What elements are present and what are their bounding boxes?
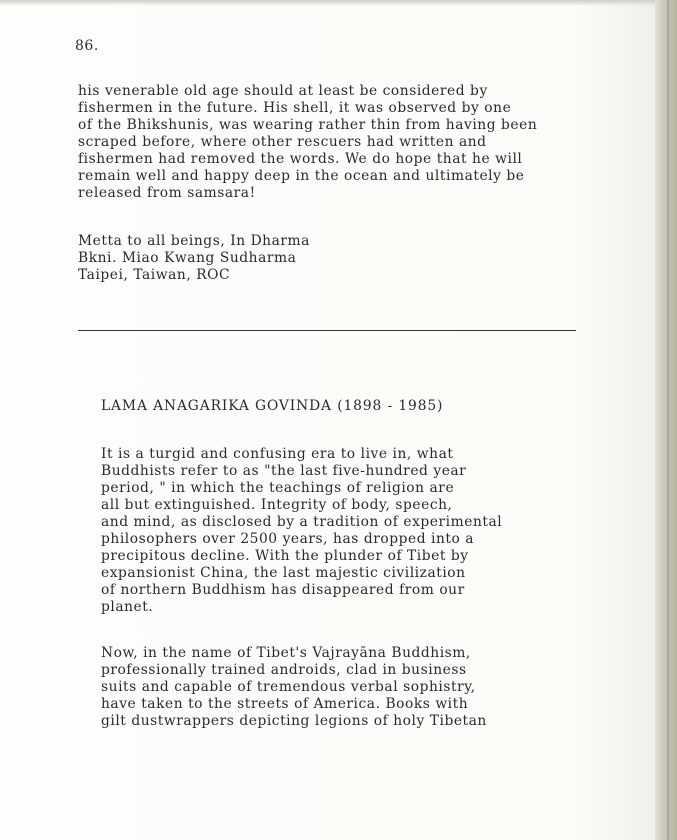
text-line: gilt dustwrappers depicting legions of holy Tibetan [101, 713, 487, 729]
text-line: his venerable old age should at least be considered by [78, 83, 488, 99]
text-line: philosophers over 2500 years, has dropped into a [101, 531, 475, 547]
text-line: released from samsara! [78, 185, 256, 201]
text-line: suits and capable of tremendous verbal sophistry, [101, 679, 476, 695]
intro-paragraph [78, 83, 537, 202]
text-line: of the Bhikshunis, was wearing rather thin from having been [78, 117, 538, 133]
section-heading: LAMA ANAGARIKA GOVINDA (1898 - 1985) [101, 398, 444, 414]
text-line: precipitous decline. With the plunder of Tibet by [101, 548, 469, 564]
text-line: and mind, as disclosed by a tradition of experimental [101, 514, 503, 530]
spine-edge-line [667, 0, 669, 840]
text-line: of northern Buddhism has disappeared from our [101, 582, 465, 598]
text-line: planet. [101, 599, 154, 615]
text-line: professionally trained androids, clad in business [101, 662, 467, 678]
signature-block [78, 233, 310, 284]
text-line: It is a turgid and confusing era to live in, what [101, 446, 454, 462]
text-line: scraped before, where other rescuers had written and [78, 134, 487, 150]
signature-location: Taipei, Taiwan, ROC [78, 267, 231, 283]
text-line: Now, in the name of Tibet's Vajrayāna Buddhism, [101, 645, 471, 661]
signature-closing: Metta to all beings, In Dharma [78, 233, 310, 249]
page-top-shadow [0, 0, 677, 6]
book-spine [655, 0, 677, 840]
page-number: 86. [75, 38, 99, 54]
body-paragraph-2 [101, 645, 487, 730]
text-line: period, " in which the teachings of religion are [101, 480, 455, 496]
text-line: Buddhists refer to as "the last five-hundred year [101, 463, 467, 479]
text-line: all but extinguished. Integrity of body, speech, [101, 497, 453, 513]
text-line: remain well and happy deep in the ocean and ultimately be [78, 168, 525, 184]
body-paragraph-1 [101, 446, 502, 616]
text-line: fishermen in the future. His shell, it was observed by one [78, 100, 512, 116]
signature-name: Bkni. Miao Kwang Sudharma [78, 250, 297, 266]
text-line: expansionist China, the last majestic civilization [101, 565, 466, 581]
text-line: fishermen had removed the words. We do hope that he will [78, 151, 523, 167]
text-line: have taken to the streets of America. Books with [101, 696, 469, 712]
section-divider [78, 330, 576, 331]
